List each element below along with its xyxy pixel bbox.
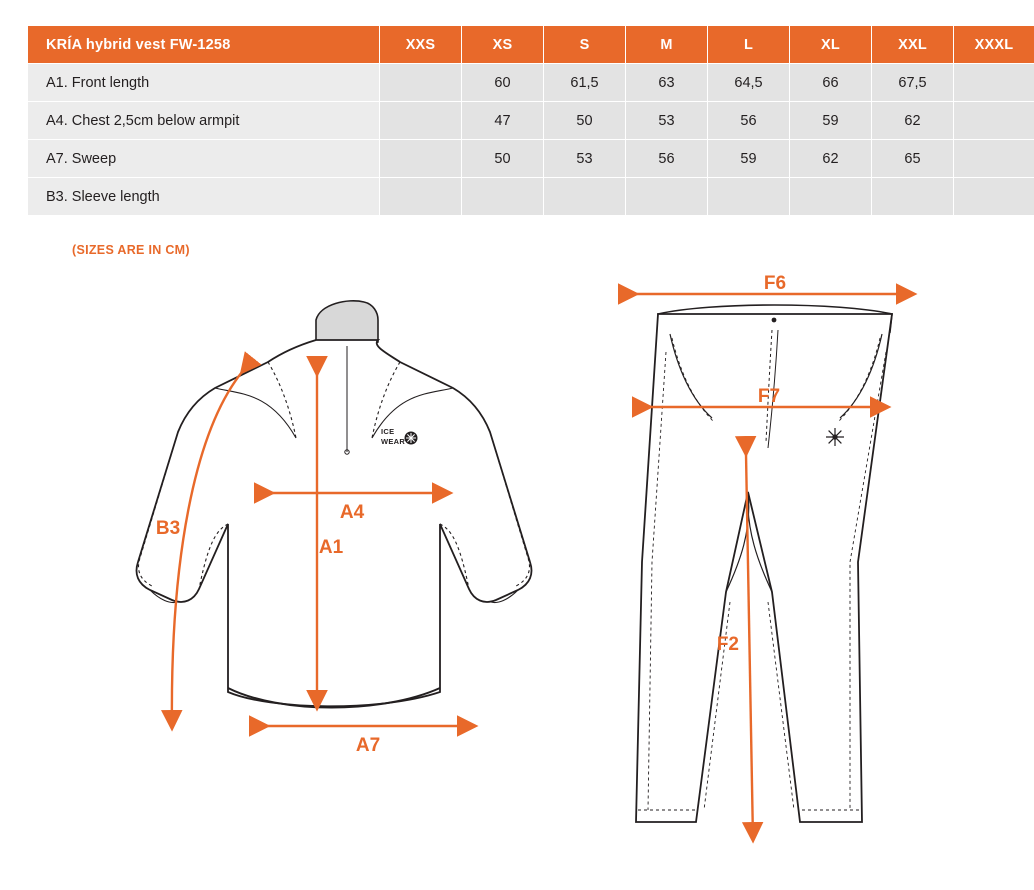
size-table-head xyxy=(28,26,1034,64)
cell-a1-m: 63 xyxy=(626,64,708,102)
dimension-label-f2: F2 xyxy=(716,634,739,655)
cell-b3-xs xyxy=(462,178,544,216)
cell-a1-xxxl xyxy=(954,64,1034,102)
cell-b3-xxs xyxy=(380,178,462,216)
cell-b3-xxxl xyxy=(954,178,1034,216)
measure-label-a4: A4. Chest 2,5cm below armpit xyxy=(28,102,380,140)
snowflake-icon xyxy=(405,432,418,445)
size-header-m: M xyxy=(626,26,708,64)
waist-button xyxy=(772,318,777,323)
size-header-xxxl: XXXL xyxy=(954,26,1034,64)
cell-a7-xs: 50 xyxy=(462,140,544,178)
dimension-label-a1: A1 xyxy=(318,537,344,558)
table-row xyxy=(28,102,1034,140)
size-header-xxl: XXL xyxy=(872,26,954,64)
cell-a4-l: 56 xyxy=(708,102,790,140)
cell-a4-xl: 59 xyxy=(790,102,872,140)
top-body-outline xyxy=(137,340,532,706)
cell-b3-m xyxy=(626,178,708,216)
measure-label-a1: A1. Front length xyxy=(28,64,380,102)
cell-a4-xs: 47 xyxy=(462,102,544,140)
illustration-area xyxy=(0,262,1034,890)
cell-b3-s xyxy=(544,178,626,216)
size-header-xl: XL xyxy=(790,26,872,64)
table-header-row xyxy=(28,26,1034,64)
table-row xyxy=(28,140,1034,178)
size-table-body xyxy=(28,64,1034,216)
units-note: (SIZES ARE IN CM) xyxy=(72,243,190,257)
cell-a1-xl: 66 xyxy=(790,64,872,102)
product-title-header: KRÍA hybrid vest FW-1258 xyxy=(28,26,380,64)
cell-a1-s: 61,5 xyxy=(544,64,626,102)
cell-a4-xxs xyxy=(380,102,462,140)
size-header-s: S xyxy=(544,26,626,64)
cell-b3-xl xyxy=(790,178,872,216)
dimension-label-b3: B3 xyxy=(155,518,181,539)
cell-a4-xxl: 62 xyxy=(872,102,954,140)
dimension-label-f7: F7 xyxy=(757,386,781,407)
size-header-xxs: XXS xyxy=(380,26,462,64)
size-table xyxy=(27,25,1034,216)
dimension-label-a7: A7 xyxy=(355,735,381,756)
measure-label-b3: B3. Sleeve length xyxy=(28,178,380,216)
cell-a4-m: 53 xyxy=(626,102,708,140)
cell-a7-m: 56 xyxy=(626,140,708,178)
cell-a4-s: 50 xyxy=(544,102,626,140)
dimension-label-f6: F6 xyxy=(763,273,787,294)
brand-logo-line2: WEAR xyxy=(381,437,406,446)
cell-a4-xxxl xyxy=(954,102,1034,140)
brand-logo-line1: ICE xyxy=(381,427,395,436)
cell-a1-xs: 60 xyxy=(462,64,544,102)
cell-a1-xxs xyxy=(380,64,462,102)
cell-a7-xxl: 65 xyxy=(872,140,954,178)
size-table-container xyxy=(27,25,1014,216)
cell-b3-l xyxy=(708,178,790,216)
cell-a1-l: 64,5 xyxy=(708,64,790,102)
dimension-label-a4: A4 xyxy=(339,502,365,523)
size-header-xs: XS xyxy=(462,26,544,64)
snowflake-icon xyxy=(826,428,844,446)
cell-a1-xxl: 67,5 xyxy=(872,64,954,102)
trousers-diagram xyxy=(600,262,980,882)
size-header-l: L xyxy=(708,26,790,64)
cell-a7-xl: 62 xyxy=(790,140,872,178)
cell-a7-l: 59 xyxy=(708,140,790,178)
table-row xyxy=(28,178,1034,216)
cell-a7-s: 53 xyxy=(544,140,626,178)
measure-label-a7: A7. Sweep xyxy=(28,140,380,178)
cell-b3-xxl xyxy=(872,178,954,216)
cell-a7-xxs xyxy=(380,140,462,178)
long-sleeve-top-diagram xyxy=(120,262,570,782)
cell-a7-xxxl xyxy=(954,140,1034,178)
table-row xyxy=(28,64,1034,102)
